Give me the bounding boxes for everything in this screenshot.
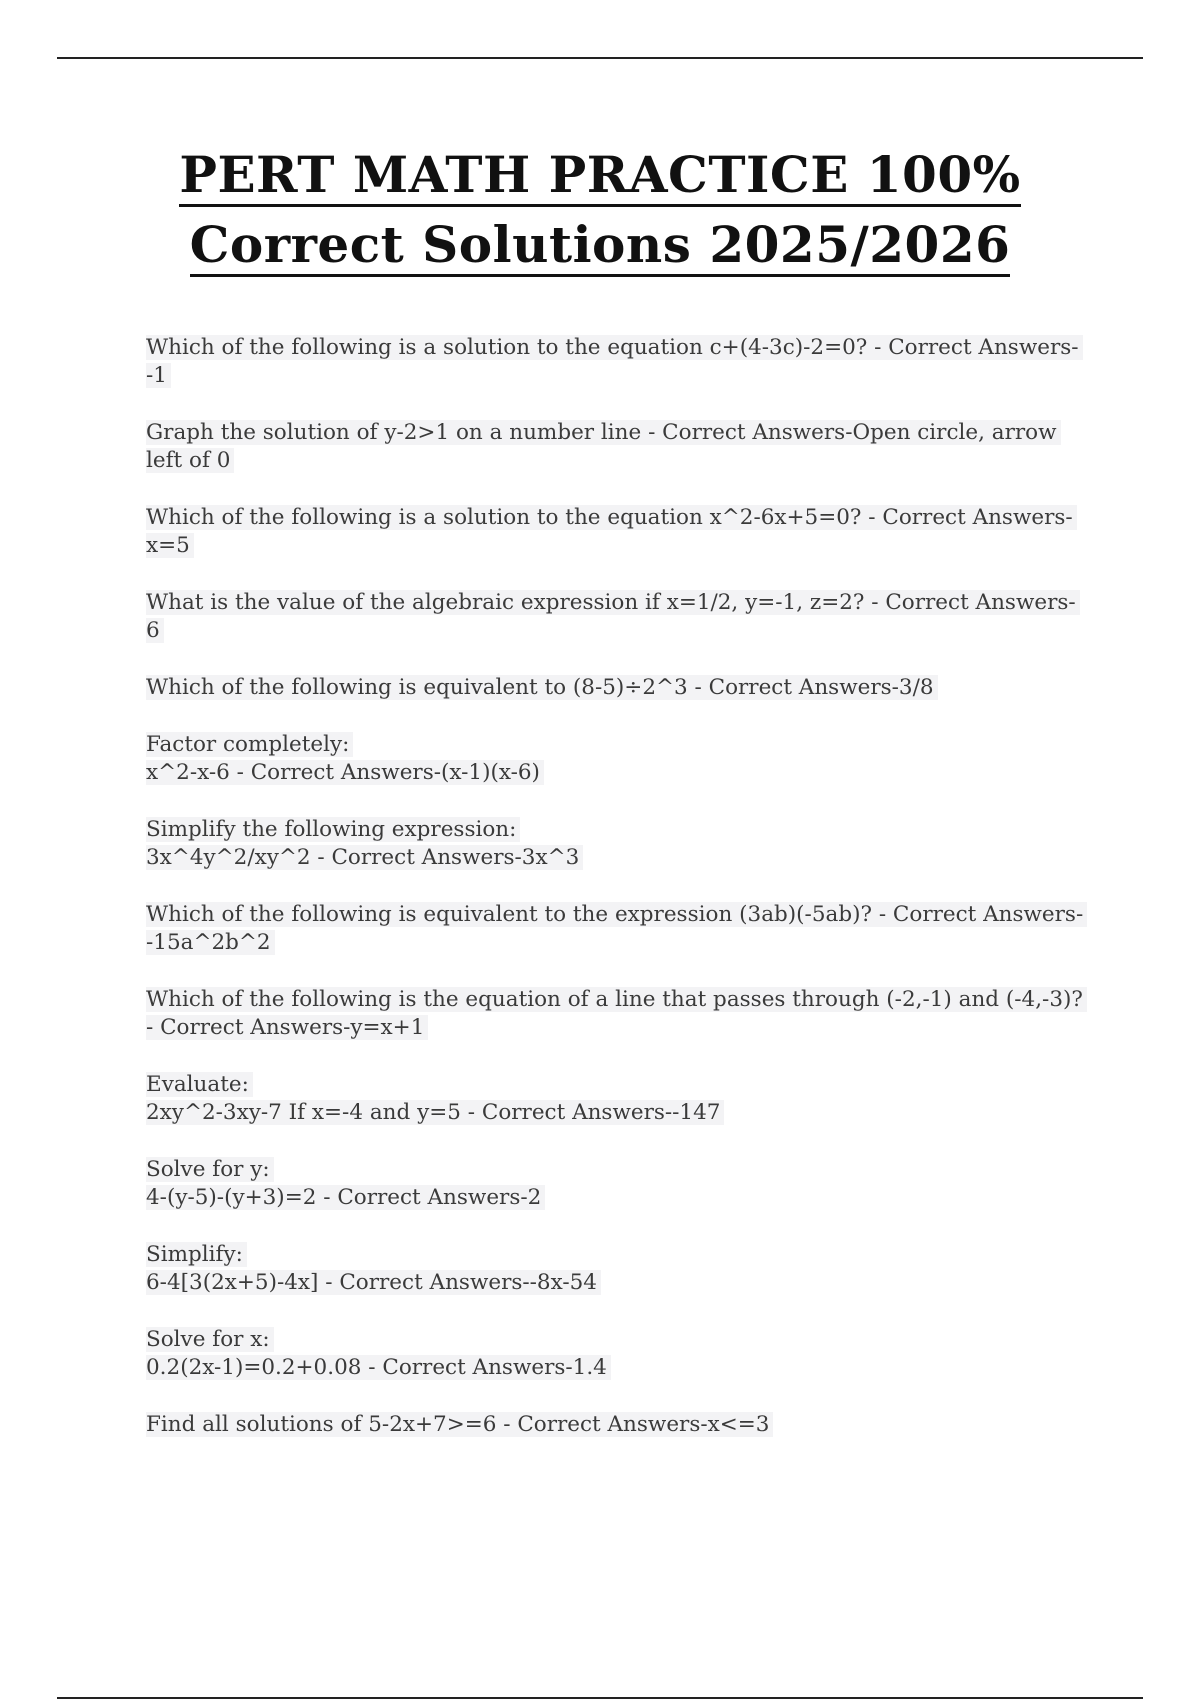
question-answer-text: Factor completely: (146, 732, 353, 757)
question-answer-text: 4-(y-5)-(y+3)=2 - Correct Answers-2 (146, 1185, 545, 1210)
question-answer-text: What is the value of the algebraic expression if x=1/2, y=-1, z=2? - Correct Answers-6 (146, 590, 1080, 643)
question-answer-item (146, 1071, 1086, 1127)
question-answer-text: Solve for y: (146, 1157, 274, 1182)
question-answer-item (146, 589, 1086, 645)
question-answer-text: 0.2(2x-1)=0.2+0.08 - Correct Answers-1.4 (146, 1355, 611, 1380)
question-answer-text: Which of the following is a solution to the equation x^2-6x+5=0? - Correct Answers-x=5 (146, 505, 1077, 558)
document-title (0, 142, 1200, 282)
question-answer-text: Graph the solution of y-2>1 on a number line - Correct Answers-Open circle, arrow left of 0 (146, 420, 1061, 473)
question-answer-text: x^2-x-6 - Correct Answers-(x-1)(x-6) (146, 760, 544, 785)
question-answer-text: Which of the following is equivalent to (8-5)÷2^3 - Correct Answers-3/8 (146, 675, 938, 700)
question-answer-item (146, 1156, 1086, 1212)
top-rule (57, 57, 1143, 59)
question-answer-text: 6-4[3(2x+5)-4x] - Correct Answers--8x-54 (146, 1270, 601, 1295)
question-answer-item (146, 334, 1086, 390)
question-answer-text: Solve for x: (146, 1327, 274, 1352)
question-answer-item (146, 1326, 1086, 1382)
question-answer-text: Which of the following is a solution to the equation c+(4-3c)-2=0? - Correct Answers--1 (146, 335, 1083, 388)
question-answer-list (146, 334, 1086, 1468)
question-answer-item (146, 1241, 1086, 1297)
question-answer-item (146, 816, 1086, 872)
question-answer-text: Which of the following is the equation of a line that passes through (-2,-1) and (-4,-3)? - Correct Answers-y=x+1 (146, 987, 1087, 1040)
title-line-2: Correct Solutions 2025/2026 (190, 216, 1011, 277)
question-answer-text: Which of the following is equivalent to the expression (3ab)(-5ab)? - Correct Answers--15a^2b^2 (146, 902, 1087, 955)
bottom-rule (57, 1697, 1143, 1699)
title-line-1: PERT MATH PRACTICE 100% (179, 146, 1020, 207)
question-answer-item (146, 419, 1086, 475)
question-answer-text: Simplify: (146, 1242, 247, 1267)
question-answer-text: Simplify the following expression: (146, 817, 520, 842)
question-answer-item (146, 731, 1086, 787)
question-answer-item (146, 674, 1086, 702)
question-answer-item (146, 504, 1086, 560)
question-answer-text: 3x^4y^2/xy^2 - Correct Answers-3x^3 (146, 845, 583, 870)
question-answer-item (146, 901, 1086, 957)
question-answer-text: 2xy^2-3xy-7 If x=-4 and y=5 - Correct Answers--147 (146, 1100, 724, 1125)
question-answer-item (146, 1411, 1086, 1439)
question-answer-text: Find all solutions of 5-2x+7>=6 - Correct Answers-x<=3 (146, 1412, 773, 1437)
question-answer-item (146, 986, 1086, 1042)
question-answer-text: Evaluate: (146, 1072, 253, 1097)
